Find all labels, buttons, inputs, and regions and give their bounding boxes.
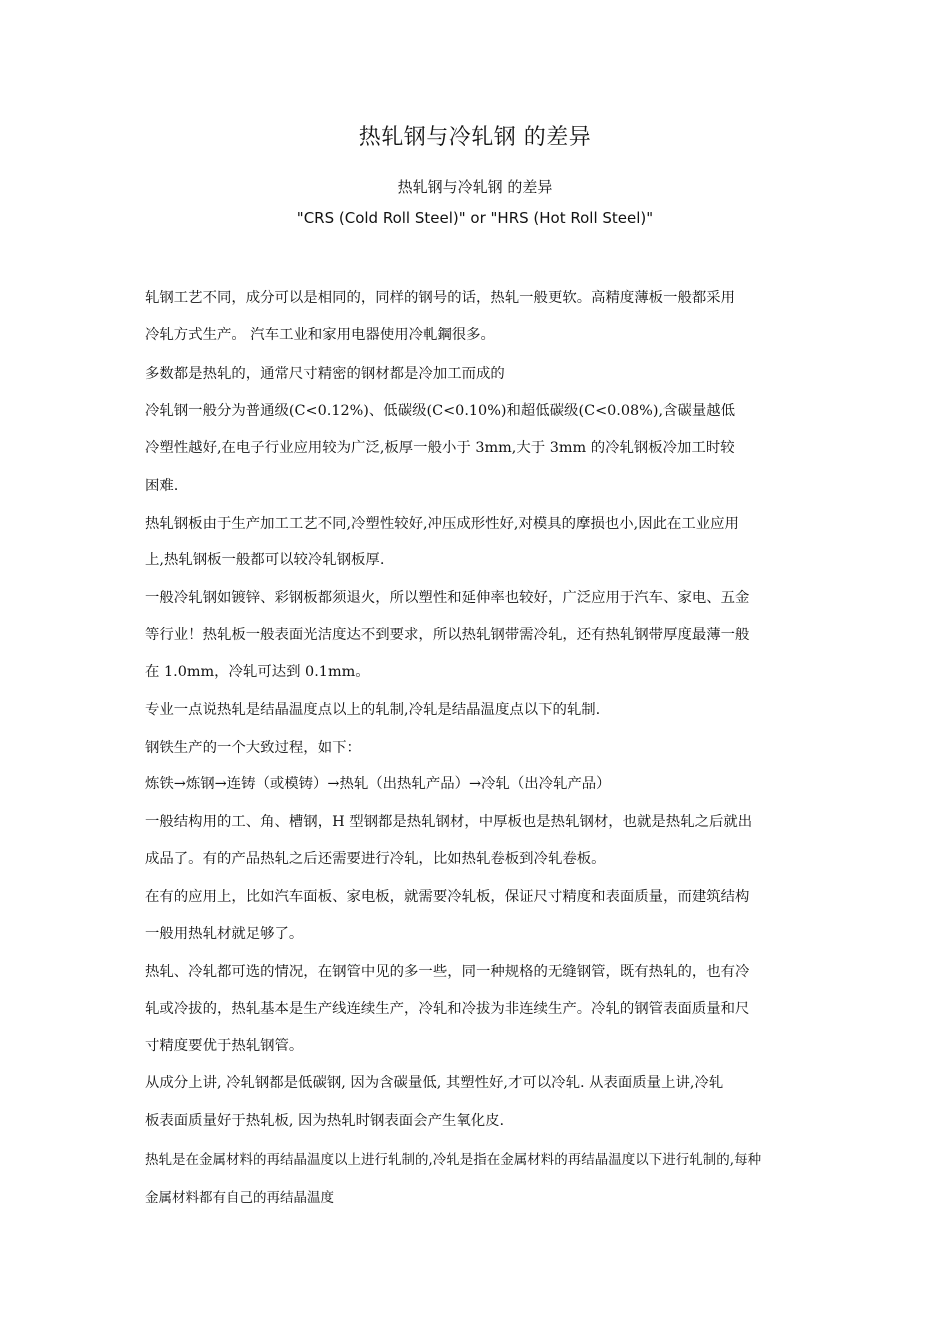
paragraph-line: 冷轧方式生产。 汽车工业和家用电器使用冷軋鋼很多。 [145,327,495,343]
paragraph-line: 轧钢工艺不同，成分可以是相同的，同样的钢号的话，热轧一般更软。高精度薄板一般都采用 [145,290,736,306]
paragraph-line: 热轧、冷轧都可选的情况，在钢管中见的多一些，同一种规格的无缝钢管，既有热轧的，也有冷 [145,964,750,980]
paragraph-line: 板表面质量好于热轧板, 因为热轧时钢表面会产生氧化皮. [145,1113,505,1129]
paragraph-line: 从成分上讲, 冷轧钢都是低碳钢, 因为含碳量低, 其塑性好,才可以冷轧. 从表面质量上讲,冷轧 [145,1075,724,1091]
paragraph-line: 轧或冷拔的，热轧基本是生产线连续生产，冷轧和冷拔为非连续生产。冷轧的钢管表面质量和尺 [145,1001,750,1017]
paragraph-line: 一般冷轧钢如镀锌、彩钢板都须退火，所以塑性和延伸率也较好，广泛应用于汽车、家电、五金 [145,590,750,606]
paragraph-line: 成品了。有的产品热轧之后还需要进行冷轧，比如热轧卷板到冷轧卷板。 [145,851,606,867]
paragraph-line: 炼铁→炼钢→连铸（或模铸）→热轧（出热轧产品）→冷轧（出冷轧产品） [145,776,611,792]
paragraph-line: 一般用热轧材就足够了。 [145,926,304,942]
subtitle: 热轧钢与冷轧钢 的差异 [397,178,553,196]
paragraph-line: 等行业！热轧板一般表面光洁度达不到要求，所以热轧钢带需冷轧，还有热轧钢带厚度最薄一般 [145,627,750,643]
page-title: 热轧钢与冷轧钢 的差异 [358,125,592,150]
paragraph-line: 在 1.0mm，冷轧可达到 0.1mm。 [145,664,370,680]
paragraph-line: 专业一点说热轧是结晶温度点以上的轧制,冷轧是结晶温度点以下的轧制. [145,702,601,718]
paragraph-line: 一般结构用的工、角、槽钢，H 型钢都是热轧钢材，中厚板也是热轧钢材，也就是热轧之后就出 [145,814,753,830]
paragraph-line: 热轧钢板由于生产加工工艺不同,冷塑性较好,冲压成形性好,对模具的摩损也小,因此在工业应用 [145,516,739,532]
paragraph-line: 金属材料都有自己的再结晶温度 [145,1190,334,1206]
paragraph-line: 寸精度要优于热轧钢管。 [145,1038,304,1054]
paragraph-line: 冷塑性越好,在电子行业应用较为广泛,板厚一般小于 3mm,大于 3mm 的冷轧钢板冷加工时较 [145,440,735,456]
paragraph-line: 冷轧钢一般分为普通级(C<0.12%)、低碳级(C<0.10%)和超低碳级(C<0.08%),含碳量越低 [145,403,735,419]
subtitle-english: "CRS (Cold Roll Steel)" or "HRS (Hot Roll Steel)" [296,209,654,227]
paragraph-line: 困难. [145,478,179,494]
paragraph-line: 热轧是在金属材料的再结晶温度以上进行轧制的,冷轧是指在金属材料的再结晶温度以下进行轧制的,每种 [145,1152,762,1168]
paragraph-line: 上,热轧钢板一般都可以较冷轧钢板厚. [145,552,385,568]
paragraph-line: 在有的应用上，比如汽车面板、家电板，就需要冷轧板，保证尺寸精度和表面质量，而建筑结构 [145,889,750,905]
paragraph-line: 多数都是热轧的，通常尺寸精密的钢材都是冷加工而成的 [145,366,505,382]
paragraph-line: 钢铁生产的一个大致过程，如下： [145,740,361,756]
